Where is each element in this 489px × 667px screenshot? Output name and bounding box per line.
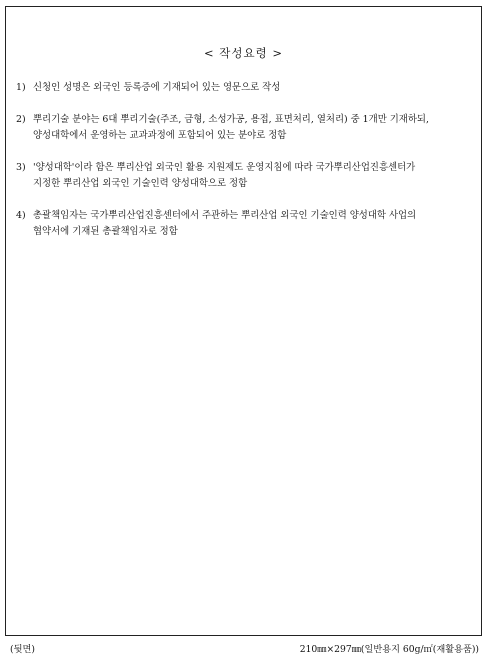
item-number: 2) bbox=[16, 114, 26, 125]
item-text: 뿌리기술 분야는 6대 뿌리기술(주조, 금형, 소성가공, 용접, 표면처리, 열처리) 중 1개만 기재하되, 양성대학에서 운영하는 교과과정에 포함되어 있는 분야로 정함 bbox=[33, 114, 429, 141]
item-text: 신청인 성명은 외국인 등록증에 기재되어 있는 영문으로 작성 bbox=[33, 82, 281, 93]
paper-spec: 210㎜×297㎜(일반용지 60g/㎡(재활용품)) bbox=[299, 644, 479, 655]
item-number: 4) bbox=[16, 210, 26, 221]
form-frame bbox=[5, 6, 482, 636]
list-item bbox=[16, 160, 478, 192]
item-text: '양성대학'이라 함은 뿌리산업 외국인 활용 지원제도 운영지침에 따라 국가뿌리산업진흥센터가 지정한 뿌리산업 외국인 기술인력 양성대학으로 정함 bbox=[33, 162, 416, 189]
page-side-label: (뒷면) bbox=[10, 644, 35, 655]
instruction-list bbox=[16, 80, 478, 256]
page-footer bbox=[10, 641, 479, 655]
item-text: 총괄책임자는 국가뿌리산업진흥센터에서 주관하는 뿌리산업 외국인 기술인력 양성대학 사업의 협약서에 기재된 총괄책임자로 정함 bbox=[33, 210, 417, 237]
list-item bbox=[16, 208, 478, 240]
list-item bbox=[16, 112, 478, 144]
page-title: < 작성요령 > bbox=[203, 46, 284, 60]
item-number: 1) bbox=[16, 82, 26, 93]
list-item bbox=[16, 80, 478, 96]
item-number: 3) bbox=[16, 162, 26, 173]
